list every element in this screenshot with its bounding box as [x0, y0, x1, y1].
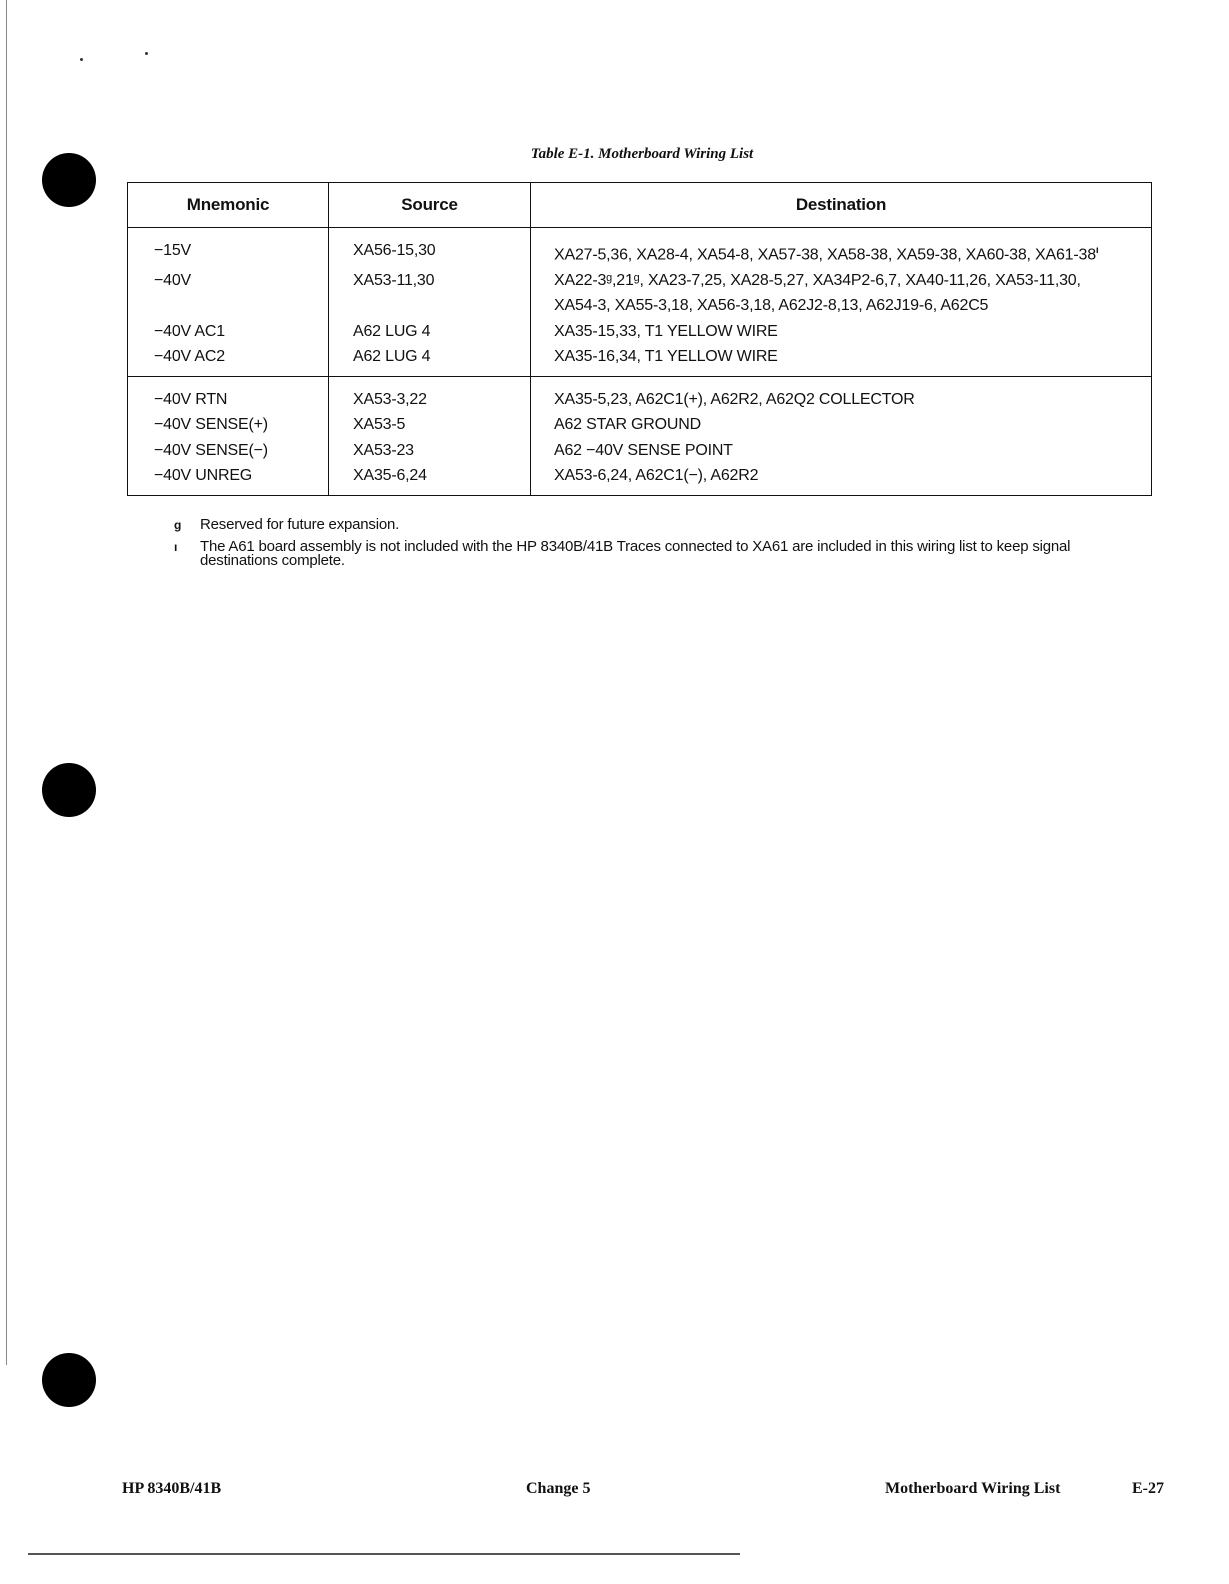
cell-mnemonic-line: −40V SENSE(+)	[154, 416, 268, 434]
header-destination: Destination	[531, 183, 1152, 228]
table-title: Table E-1. Motherboard Wiring List	[530, 146, 754, 162]
footer-model: HP 8340B/41B	[122, 1480, 222, 1497]
cell-destination	[531, 376, 1152, 412]
table-row	[128, 376, 1152, 412]
cell-source-line: XA53-23	[353, 441, 414, 459]
cell-source	[329, 438, 531, 464]
cell-source-line: XA53-5	[353, 416, 406, 434]
cell-mnemonic-line: −40V UNREG	[154, 467, 253, 485]
cell-mnemonic-line: −40V	[154, 271, 192, 289]
cell-destination	[531, 319, 1152, 345]
table-row	[128, 463, 1152, 495]
cell-destination	[531, 412, 1152, 438]
cell-destination-line: XA35-15,33, T1 YELLOW WIRE	[554, 322, 778, 340]
cell-source	[329, 319, 531, 345]
cell-mnemonic	[128, 376, 329, 412]
footer-section: Motherboard Wiring List	[885, 1480, 1061, 1497]
cell-source-line: XA35-6,24	[353, 467, 427, 485]
footnotes	[170, 518, 1130, 576]
binder-hole-middle	[42, 763, 96, 817]
table-row	[128, 268, 1152, 319]
table-group-supply	[128, 228, 1152, 377]
cell-source-line: A62 LUG 4	[353, 348, 431, 366]
cell-source	[329, 412, 531, 438]
binder-hole-bottom	[42, 1353, 96, 1407]
cell-source	[329, 376, 531, 412]
cell-mnemonic-line: −40V RTN	[154, 390, 228, 408]
cell-destination	[531, 344, 1152, 376]
cell-mnemonic-line: −40V SENSE(−)	[154, 441, 268, 459]
header-source: Source	[329, 183, 531, 228]
scan-speck	[145, 52, 148, 55]
cell-destination	[531, 268, 1152, 319]
cell-destination-line: A62 −40V SENSE POINT	[554, 441, 733, 459]
wiring-table	[127, 182, 1152, 496]
table-row	[128, 438, 1152, 464]
cell-mnemonic	[128, 463, 329, 495]
footer-change: Change 5	[526, 1480, 591, 1497]
cell-destination-line: XA53-6,24, A62C1(−), A62R2	[554, 467, 759, 485]
header-mnemonic: Mnemonic	[128, 183, 329, 228]
footnote-text: The A61 board assembly is not included with the HP 8340B/41B Traces connected to XA61 are included in this wiring list to keep signal destinations complete.	[200, 538, 1071, 569]
table-group-return	[128, 376, 1152, 495]
cell-destination-line: XA35-16,34, T1 YELLOW WIRE	[554, 348, 778, 366]
cell-mnemonic-line: −40V AC1	[154, 322, 225, 340]
cell-destination-line: A62 STAR GROUND	[554, 416, 701, 434]
footnote	[170, 518, 1130, 532]
bottom-rule	[28, 1553, 740, 1555]
table-row	[128, 228, 1152, 268]
footnote-mark: ı	[174, 540, 178, 554]
cell-source-line: XA53-11,30	[353, 271, 435, 289]
table-row	[128, 344, 1152, 376]
cell-source	[329, 463, 531, 495]
cell-mnemonic	[128, 268, 329, 319]
cell-mnemonic	[128, 412, 329, 438]
cell-destination-line: XA22-3ᵍ,21ᵍ, XA23-7,25, XA28-5,27, XA34P2-6,7, XA40-11,26, XA53-11,30,	[554, 271, 1081, 289]
cell-source-line: XA56-15,30	[353, 242, 436, 259]
cell-destination-line: XA27-5,36, XA28-4, XA54-8, XA57-38, XA58-38, XA59-38, XA60-38, $XA61-38^ı$	[554, 245, 1099, 264]
footnote-text: Reserved for future expansion.	[200, 516, 400, 533]
footnote-mark: g	[174, 518, 182, 532]
cell-destination	[531, 463, 1152, 495]
scan-speck	[80, 58, 83, 61]
cell-mnemonic	[128, 438, 329, 464]
cell-destination	[531, 438, 1152, 464]
footnote-ref: ı	[1095, 245, 1099, 256]
cell-mnemonic	[128, 319, 329, 345]
table-row	[128, 319, 1152, 345]
cell-destination-line: XA54-3, XA55-3,18, XA56-3,18, A62J2-8,13, A62J19-6, A62C5	[554, 297, 989, 315]
cell-source-line: A62 LUG 4	[353, 322, 431, 340]
table-header-row	[128, 183, 1152, 228]
cell-source	[329, 228, 531, 268]
footnote	[170, 540, 1130, 568]
page-edge-rule	[6, 0, 7, 1365]
cell-source	[329, 268, 531, 319]
cell-destination-line: XA35-5,23, A62C1(+), A62R2, A62Q2 COLLECTOR	[554, 390, 915, 408]
cell-mnemonic	[128, 344, 329, 376]
footer-page-number: E-27	[1132, 1480, 1164, 1497]
table-row	[128, 412, 1152, 438]
cell-mnemonic-line: −15V	[154, 242, 192, 259]
cell-mnemonic-line: −40V AC2	[154, 348, 225, 366]
cell-source	[329, 344, 531, 376]
cell-mnemonic	[128, 228, 329, 268]
cell-source-line: XA53-3,22	[353, 390, 427, 408]
cell-destination	[531, 228, 1152, 268]
